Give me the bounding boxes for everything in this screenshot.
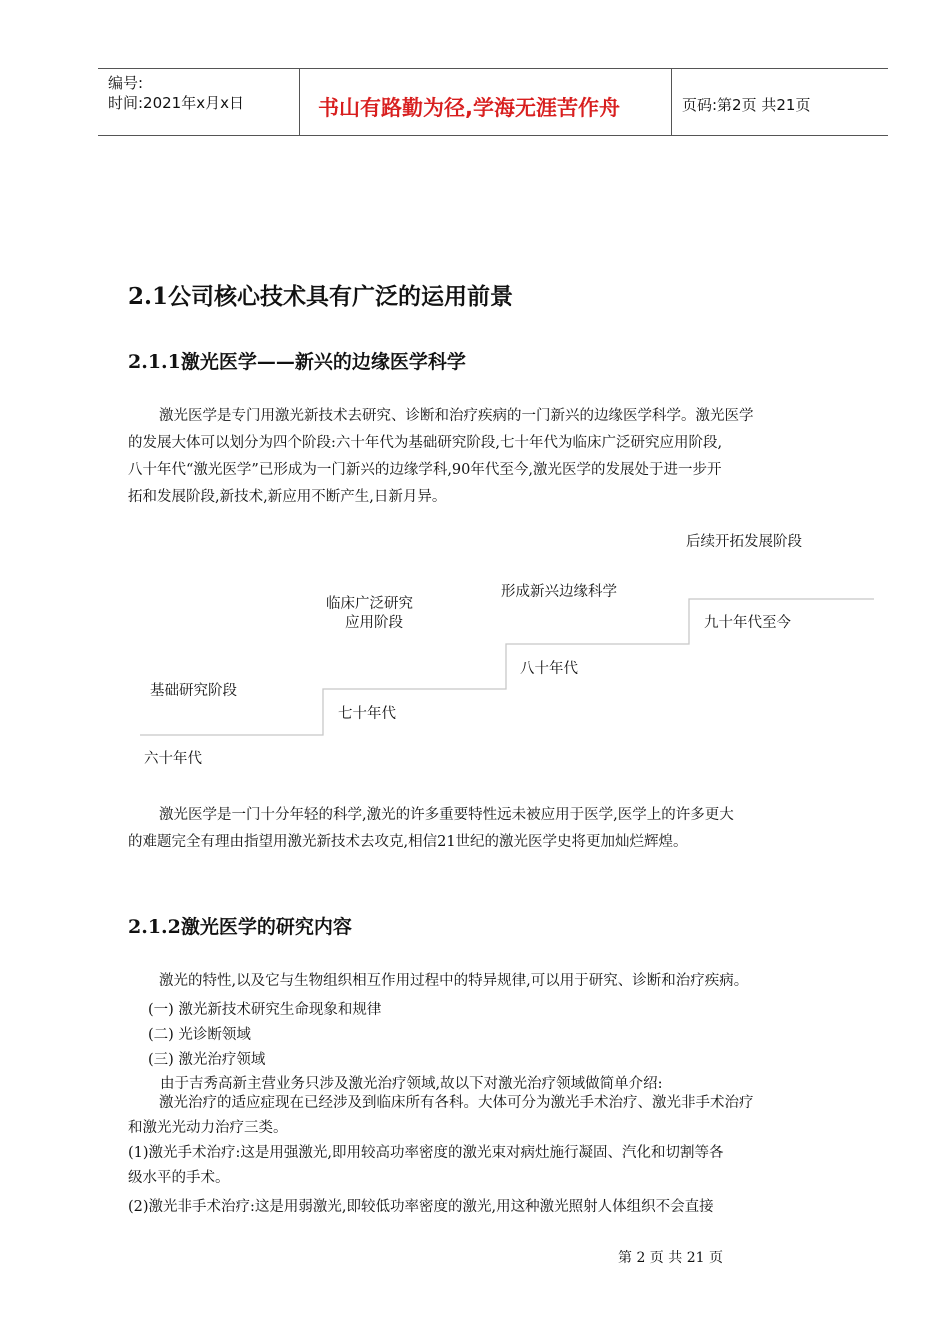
subsection-title-2: 2.1.2激光医学的研究内容 [128, 916, 352, 938]
paragraph-nonsurgical-therapy: (2)激光非手术治疗:这是用弱激光,即较低功率密度的激光,用这种激光照射人体组织不会直接 [128, 1199, 714, 1215]
paragraph-line: 级水平的手术。 [128, 1170, 230, 1186]
paragraph-scope-note: 由于吉秀高新主营业务只涉及激光治疗领域,故以下对激光治疗领域做简单介绍: [160, 1076, 663, 1092]
paragraph-line: 拓和发展阶段,新技术,新应用不断产生,日新月异。 [128, 489, 447, 505]
stage-label-clinical-line1: 临床广泛研究 [326, 596, 413, 612]
section-title: 2.1公司核心技术具有广泛的运用前景 [128, 283, 514, 310]
paragraph-outlook [128, 802, 852, 856]
page-footer: 第 2 页 共 21 页 [618, 1250, 723, 1266]
list-item: (一) 激光新技术研究生命现象和规律 [148, 1002, 382, 1018]
paragraph-line: 的发展大体可以划分为四个阶段:六十年代为基础研究阶段,七十年代为临床广泛研究应用阶段, [128, 435, 723, 451]
list-item: (二) 光诊断领域 [148, 1027, 251, 1043]
stage-label-emerging-discipline: 形成新兴边缘科学 [501, 584, 617, 600]
header-page-label: 页码:第2页 共21页 [682, 96, 811, 114]
paragraph-line: 和激光光动力治疗三类。 [128, 1120, 288, 1136]
era-label-seventies: 七十年代 [338, 706, 396, 722]
era-label-nineties-to-now: 九十年代至今 [704, 615, 791, 631]
era-label-sixties: 六十年代 [144, 751, 202, 767]
subsection-title-1: 2.1.1激光医学——新兴的边缘医学科学 [128, 351, 466, 373]
header-motto: 书山有路勤为径,学海无涯苦作舟 [318, 96, 620, 120]
paragraph-line: (1)激光手术治疗:这是用强激光,即用较高功率密度的激光束对病灶施行凝固、汽化和切割等各 [128, 1145, 724, 1161]
paragraph-therapy-types [128, 1091, 852, 1141]
header-code-label: 编号: [108, 74, 144, 92]
era-label-eighties: 八十年代 [520, 661, 578, 677]
paragraph-surgical-therapy [128, 1141, 852, 1191]
stage-label-clinical-line2: 应用阶段 [345, 615, 403, 631]
stage-label-basic-research: 基础研究阶段 [150, 683, 237, 699]
list-item: (三) 激光治疗领域 [148, 1052, 266, 1068]
paragraph-line: 八十年代“激光医学”已形成为一门新兴的边缘学科,90年代至今,激光医学的发展处于进一步开 [128, 462, 722, 478]
paragraph-line: 激光医学是专门用激光新技术去研究、诊断和治疗疾病的一门新兴的边缘医学科学。激光医学 [159, 408, 754, 424]
paragraph-line: 激光医学是一门十分年轻的科学,激光的许多重要特性远未被应用于医学,医学上的许多更大 [159, 807, 734, 823]
paragraph-line: 激光的特性,以及它与生物组织相互作用过程中的特异规律,可以用于研究、诊断和治疗疾病。 [159, 973, 749, 989]
paragraph-line: 的难题完全有理由指望用激光新技术去攻克,相信21世纪的激光医学史将更加灿烂辉煌。 [128, 834, 688, 850]
paragraph-research-content [128, 968, 868, 995]
stage-label-further-development: 后续开拓发展阶段 [686, 534, 802, 550]
header-time-label: 时间:2021年x月x日 [108, 94, 244, 112]
paragraph-line: 激光治疗的适应症现在已经涉及到临床所有各科。大体可分为激光手术治疗、激光非手术治疗 [159, 1095, 754, 1111]
